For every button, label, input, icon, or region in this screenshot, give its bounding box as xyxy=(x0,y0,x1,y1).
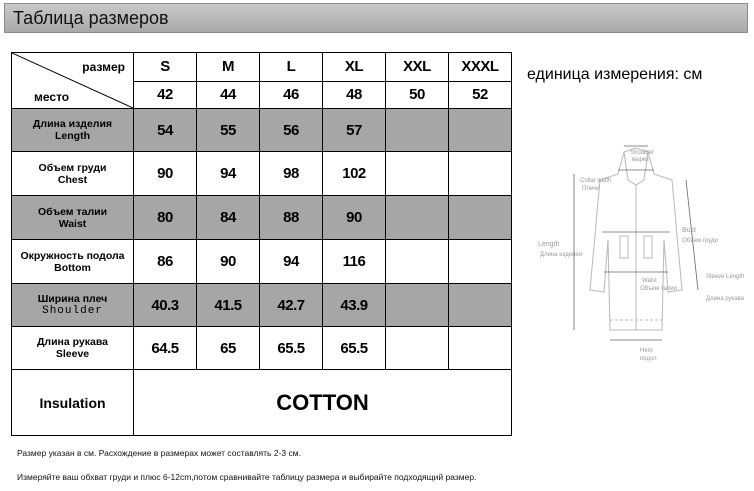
table-cell: 98 xyxy=(260,152,323,196)
note-line: Размер указан в см. Расхождение в размерах может составлять 2-3 см. xyxy=(17,448,301,458)
row-label-en: Sleeve xyxy=(55,348,90,360)
size-number: 44 xyxy=(197,81,260,109)
diagram-label: Длина изделия xyxy=(540,252,582,258)
table-cell xyxy=(449,152,512,196)
diagram-label: Hem xyxy=(640,348,653,354)
row-label xyxy=(12,240,134,284)
table-cell: 80 xyxy=(134,196,197,240)
diagram-label: Sleeve Length xyxy=(706,274,745,280)
table-cell: 90 xyxy=(323,196,386,240)
table-cell xyxy=(386,327,449,370)
size-header: XXL xyxy=(386,53,449,82)
diagram-label: Collar width xyxy=(580,178,612,184)
table-row xyxy=(12,53,512,82)
header-corner-cell xyxy=(12,53,134,109)
diagram-label: Плечи xyxy=(582,186,600,192)
diagram-label: вырез xyxy=(632,157,649,163)
size-number: 50 xyxy=(386,81,449,109)
row-label xyxy=(12,109,134,152)
table-cell: 116 xyxy=(323,240,386,284)
table-cell xyxy=(449,284,512,327)
title-bar xyxy=(4,3,748,33)
table-cell: 94 xyxy=(260,240,323,284)
diagram-label: Shoulder xyxy=(630,150,655,156)
table-row xyxy=(12,196,512,240)
row-label-en: Waist xyxy=(58,217,87,230)
table-row xyxy=(12,240,512,284)
table-cell: 65.5 xyxy=(323,327,386,370)
table-row xyxy=(12,284,512,327)
row-label-en: Shoulder xyxy=(42,305,103,317)
table-cell xyxy=(449,109,512,152)
coat-measurement-diagram xyxy=(536,140,748,372)
diagram-label: Объем талии xyxy=(640,286,678,292)
table-cell: 102 xyxy=(323,152,386,196)
table-cell: 55 xyxy=(197,109,260,152)
header-size-label: размер xyxy=(82,60,125,74)
table-cell: 56 xyxy=(260,109,323,152)
table-cell xyxy=(386,196,449,240)
size-header: S xyxy=(134,53,197,82)
table-row xyxy=(12,152,512,196)
table-cell: 57 xyxy=(323,109,386,152)
row-label-en: Bottom xyxy=(54,261,91,274)
table-cell: 65.5 xyxy=(260,327,323,370)
table-cell xyxy=(386,240,449,284)
diagram-label: Объем груди xyxy=(682,238,718,244)
row-label xyxy=(12,196,134,240)
size-header: XXXL xyxy=(449,53,512,82)
row-label-ru: Длина рукава xyxy=(36,336,109,348)
row-label-ru: Окружность подола xyxy=(20,249,125,262)
table-cell xyxy=(449,240,512,284)
row-label-ru: Объем талии xyxy=(37,205,108,218)
diagram-label: подол xyxy=(640,356,657,362)
diagram-label: Длина рукава xyxy=(706,296,745,302)
row-label xyxy=(12,152,134,196)
row-label-ru: Длина изделия xyxy=(32,118,113,130)
row-label xyxy=(12,284,134,327)
diagram-label: Bust xyxy=(682,227,697,234)
size-table xyxy=(11,52,512,436)
unit-note: единица измерения: см xyxy=(527,66,703,83)
diagram-label: Waist xyxy=(642,278,657,284)
table-cell xyxy=(449,196,512,240)
table-cell: 94 xyxy=(197,152,260,196)
size-number: 48 xyxy=(323,81,386,109)
table-cell: 84 xyxy=(197,196,260,240)
row-label-ru: Ширина плеч xyxy=(37,293,108,305)
note-line: Измеряйте ваш обхват груди и плюс 6-12cm,потом сравнивайте таблицу размера и выбирайте подходящий размер. xyxy=(17,472,477,482)
row-label-ru: Объем груди xyxy=(38,161,107,174)
row-label-en: Chest xyxy=(57,173,88,186)
table-cell: 40.3 xyxy=(134,284,197,327)
size-header: L xyxy=(260,53,323,82)
table-cell: 90 xyxy=(134,152,197,196)
size-header: XL xyxy=(323,53,386,82)
table-cell: 90 xyxy=(197,240,260,284)
insulation-value: COTTON xyxy=(134,370,512,436)
table-cell xyxy=(386,109,449,152)
table-cell: 43.9 xyxy=(323,284,386,327)
insulation-label: Insulation xyxy=(12,370,134,436)
table-cell: 42.7 xyxy=(260,284,323,327)
diagram-label: Length xyxy=(538,241,560,248)
table-row xyxy=(12,327,512,370)
table-row xyxy=(12,109,512,152)
table-cell xyxy=(449,327,512,370)
size-number: 42 xyxy=(134,81,197,109)
row-label xyxy=(12,327,134,370)
row-label-en: Length xyxy=(55,130,90,142)
size-header: M xyxy=(197,53,260,82)
table-cell: 65 xyxy=(197,327,260,370)
size-number: 46 xyxy=(260,81,323,109)
table-cell: 64.5 xyxy=(134,327,197,370)
table-row xyxy=(12,370,512,436)
table-cell: 54 xyxy=(134,109,197,152)
table-cell xyxy=(386,284,449,327)
table-cell: 88 xyxy=(260,196,323,240)
table-cell xyxy=(386,152,449,196)
header-place-label: место xyxy=(34,90,70,104)
table-cell: 41.5 xyxy=(197,284,260,327)
page-title: Таблица размеров xyxy=(13,8,169,28)
size-number: 52 xyxy=(449,81,512,109)
table-cell: 86 xyxy=(134,240,197,284)
